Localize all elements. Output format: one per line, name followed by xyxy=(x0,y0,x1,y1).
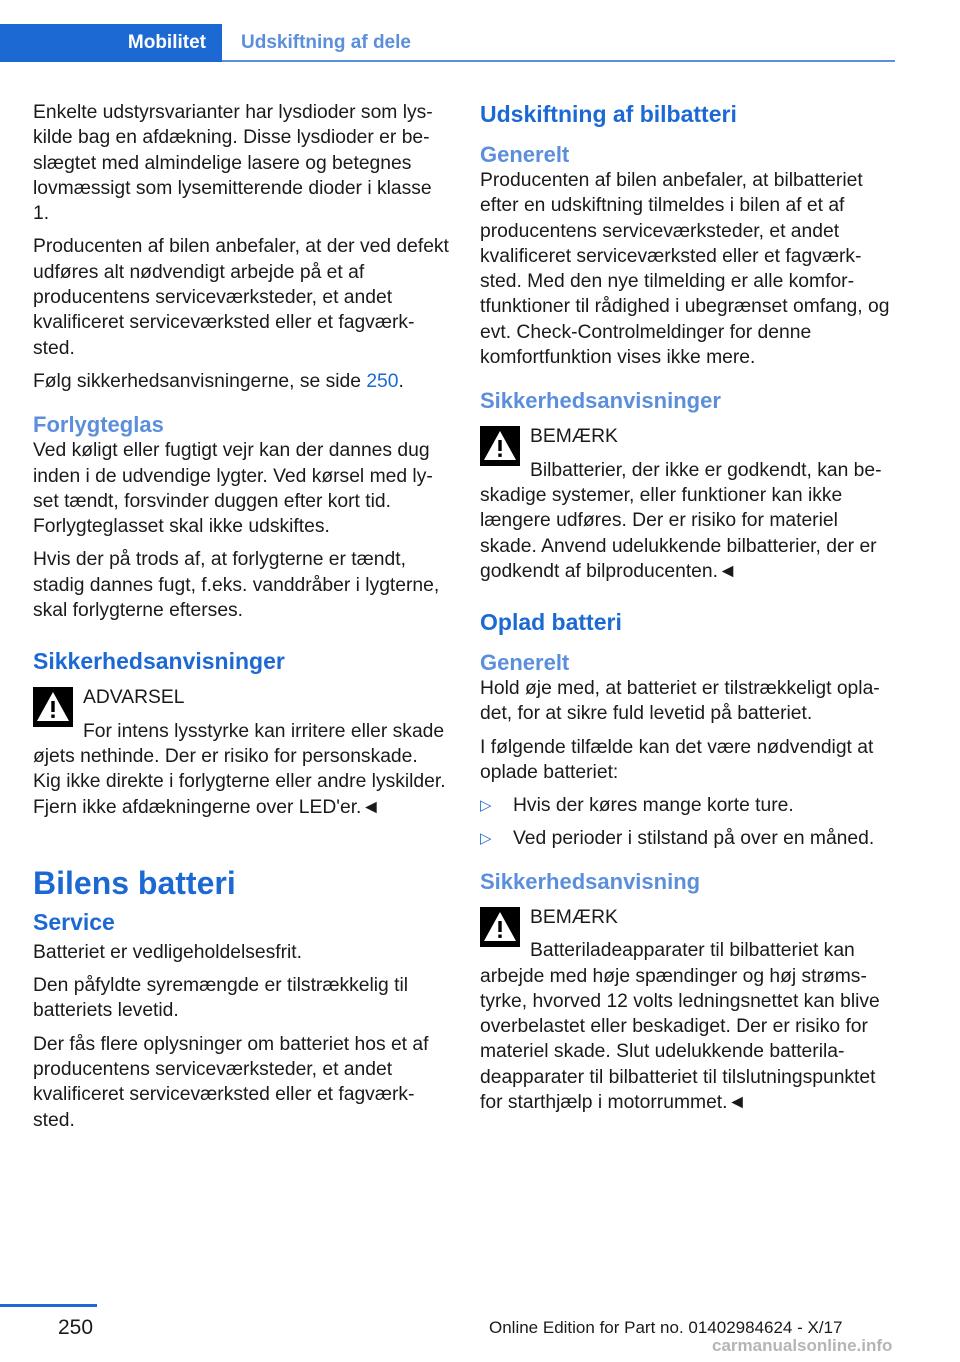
triangle-bullet-icon: ▷ xyxy=(480,829,492,847)
paragraph: Hvis der på trods af, at forlygterne er tændt, stadig dannes fugt, f.eks. vanddråber i lygterne, skal forlygterne efterses. xyxy=(33,549,440,622)
page-header xyxy=(0,0,895,62)
paragraph: Der fås flere oplysninger om batteriet hos et af producentens serviceværksteder, et andet kvalificeret serviceværksted eller et fagværksted. xyxy=(33,1033,429,1131)
paragraph: Den påfyldte syremængde er tilstrækkelig til batteriets levetid. xyxy=(33,975,409,1022)
notice-block xyxy=(480,424,896,584)
edition-note: Online Edition for Part no. 01402984624 - X/17 xyxy=(489,1318,843,1337)
paragraph: Producenten af bilen anbefaler, at der ved defekt udføres alt nødvendigt arbejde på et af producentens serviceværksteder, et andet kvalificeret serviceværksted eller et fagværksted. xyxy=(33,236,449,359)
page-link[interactable]: 250 xyxy=(366,370,399,392)
chapter-heading-bilens-batteri: Bilens batteri xyxy=(33,864,236,901)
warning-triangle-icon xyxy=(33,687,73,727)
paragraph: Producenten af bilen anbefaler, at bilbatteriet efter en udskiftning tilmeldes i bilen af et af producentens serviceværksteder, et andet kvalificeret serviceværksted eller et fagværksted. Med den nye tilmelding er alle komfortfunktioner til rådighed i ubegrænset omfang, og evt. Check-Controlmeldinger for denne komfortfunktion vises ikke mere. xyxy=(480,170,890,369)
list-item: ▷ Ved perioder i stilstand på over en måned. xyxy=(480,826,896,851)
warning-triangle-icon xyxy=(480,426,520,466)
triangle-bullet-icon: ▷ xyxy=(480,797,492,815)
heading-sikkerhedsanvisninger: Sikkerhedsanvisninger xyxy=(33,648,285,675)
heading-service: Service xyxy=(33,908,115,935)
section-tab-udskiftning: Udskiftning af dele xyxy=(241,32,411,53)
heading-udskiftning-af-bilbatteri: Udskiftning af bilbatteri xyxy=(480,101,737,127)
right-column xyxy=(480,100,896,1115)
left-column xyxy=(33,100,449,1141)
paragraph: Ved køligt eller fugtigt vejr kan der dannes dug inden i de udvendige lygter. Ved kørsel med lyset tændt, forsvinder duggen efter kort tid. Forlygteglasset skal ikke udskiftes. xyxy=(33,440,433,538)
paragraph: I følgende tilfælde kan det være nødvendigt at oplade batteriet: xyxy=(480,736,874,784)
footer-rule xyxy=(0,1304,97,1307)
paragraph-with-link: Følg sikkerhedsanvisningerne, se side 250. xyxy=(33,370,404,392)
subheading-generelt: Generelt xyxy=(480,650,570,676)
subheading-forlygteglas: Forlygteglas xyxy=(33,412,164,438)
section-tab-mobilitet: Mobilitet xyxy=(0,24,222,62)
paragraph: Batteriet er vedligeholdelsesfrit. xyxy=(33,941,303,963)
subheading-sikkerhedsanvisninger: Sikkerhedsanvisninger xyxy=(480,388,721,414)
notice-text: Bilbatterier, der ikke er godkendt, kan beskadige systemer, eller funktioner kan ikke længere udføres. Der er risiko for materiel skade. Anvend udelukkende bilbatterier, der er godkendt af bilproducenten.◄ xyxy=(480,459,882,582)
notice-text: Batteriladeapparater til bilbatteriet kan arbejde med høje spændinger og høj strømstyrke, hvorved 12 volts ledningsnettet kan blive overbelastet eller beskadiget. Der er risiko for materiel skade. Slut udelukkende batteriladeapparater til bilbatteriet til tilslutningspunktet for starthjælp i motorrummet.◄ xyxy=(480,940,880,1114)
bullet-list xyxy=(480,793,896,851)
notice-label: BEMÆRK xyxy=(530,906,618,928)
paragraph: Hold øje med, at batteriet er tilstrækkeligt opladet, for at sikre fuld levetid på batteriet. xyxy=(480,678,880,725)
subheading-sikkerhedsanvisning: Sikkerhedsanvisning xyxy=(480,868,701,894)
watermark: carmanualsonline.info xyxy=(712,1336,893,1355)
header-rule xyxy=(222,60,895,62)
notice-label: BEMÆRK xyxy=(530,426,618,448)
warning-triangle-icon xyxy=(480,907,520,947)
subheading-generelt: Generelt xyxy=(480,142,570,167)
list-item: ▷ Hvis der køres mange korte ture. xyxy=(480,793,896,818)
warning-block xyxy=(33,685,449,819)
warning-label: ADVARSEL xyxy=(83,687,185,709)
warning-text: For intens lysstyrke kan irritere eller skade øjets nethinde. Der er risiko for personskade. Kig ikke direkte i forlygterne eller andre lyskilder. Fjern ikke afdækningerne over LED'er.◄ xyxy=(33,720,446,818)
heading-oplad-batteri: Oplad batteri xyxy=(480,609,622,636)
page-number: 250 xyxy=(58,1316,94,1339)
paragraph: Enkelte udstyrsvarianter har lysdioder som lyskilde bag en afdækning. Disse lysdioder er beslægtet med almindelige lasere og betegnes lovmæssigt som lysemitterende dioder i klasse 1. xyxy=(33,102,433,225)
notice-block xyxy=(480,905,896,1115)
